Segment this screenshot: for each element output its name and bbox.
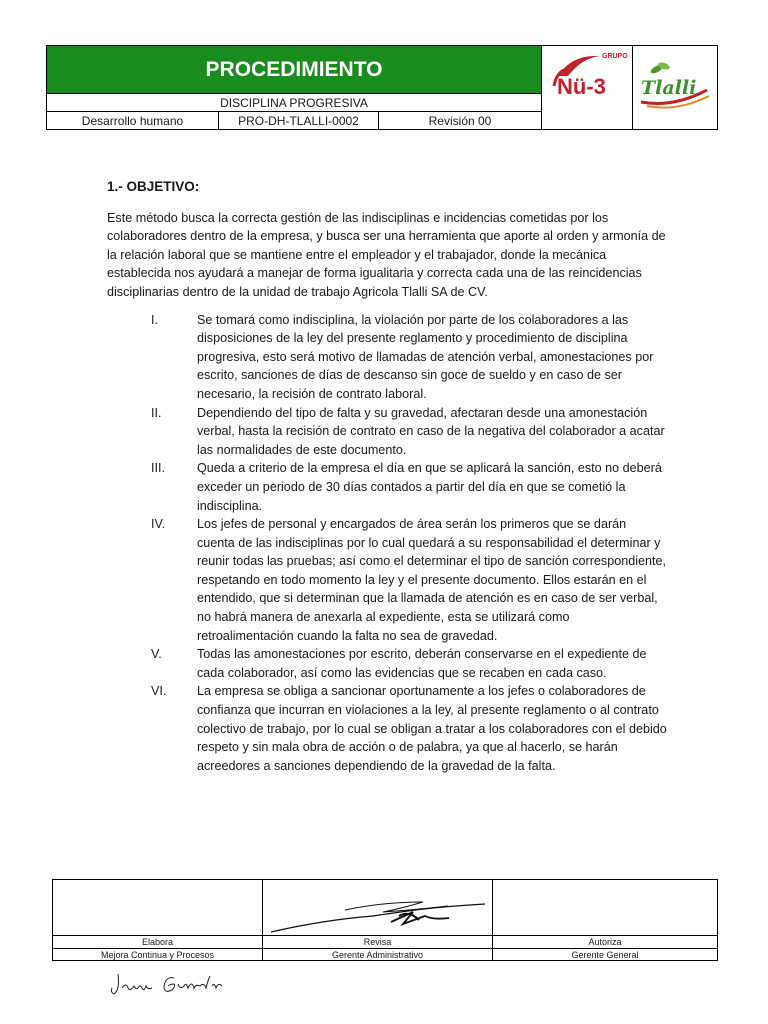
list-item [107,459,667,515]
list-item-text: Todas las amonestaciones por escrito, deberán conservarse en el expediente de cada colaborador, así como las evidencias que se recaben en cada caso. [197,647,647,680]
signature-position: Gerente Administrativo [263,948,492,961]
logo-nu3-text: Nü-3 [557,74,606,99]
document-header [46,45,718,130]
list-item-text: Queda a criterio de la empresa el día en que se aplicará la sanción, esto no deberá exceder un periodo de 30 días contados a partir del día en que se cometió la indisciplina. [197,461,662,513]
list-item [107,645,667,682]
list-item-text: Los jefes de personal y encargados de área serán los primeros que se darán cuenta de las indisciplinas por lo cual quedará a su responsabilidad el determinar y reunir todas las pruebas; así como el determinar el tipo de sanción correspondiente, respetando en todo momento la ley y el presente documento. Ellos estarán en el entendido, que si determinan que la llamada de atención es en caso de ser verbal, no habrá manera de anexarla al expediente, esta se utilizará como retroalimentación cuando la falta no sea de gravedad. [197,517,667,643]
list-item [107,515,667,645]
signature-label: Elabora [53,935,262,949]
list-item [107,682,667,775]
list-item-number: IV. [151,517,166,532]
handwritten-signature [108,968,248,1002]
signature-label: Autoriza [493,935,717,949]
intro-paragraph: Este método busca la correcta gestión de las indisciplinas e incidencias cometidas por los colaboradores dentro de la empresa, y busca ser una herramienta que aporte al orden y armonía de la relación laboral que se mantiene entre el empleador y el trabajador, donde la mecánica establecida nos ayudará a manejar de forma igualitaria y correcta cada una de las reincidencias disciplinarias dentro de la unidad de trabajo Agricola Tlalli SA de CV. [107,210,666,299]
department-cell: Desarrollo humano [47,112,219,130]
signature-position: Mejora Continua y Procesos [53,948,262,961]
list-item-text: La empresa se obliga a sancionar oportunamente a los jefes o colaboradores de confianza que incurran en violaciones a la ley, al presente reglamento o al contrato colectivo de trabajo, por lo cual se obligan a tratar a los colaboradores con el debido respeto y sin mala obra de acción o de palabra, ya que al hacerlo, se harán acreedores a sanciones dependiendo de la gravedad de la falta. [197,684,667,773]
rules-list [107,311,667,776]
revision-cell: Revisión 00 [428,114,492,128]
signature-table [52,879,718,961]
signature-label: Revisa [263,935,492,949]
section-title: 1.- OBJETIVO: [107,179,200,194]
list-item-text: Dependiendo del tipo de falta y su gravedad, afectaran desde una amonestación verbal, hasta la recisión de contrato en caso de la negativa del colaborador a acatar las normalidades de este documento. [197,405,665,457]
document-subtitle: DISCIPLINA PROGRESIVA [47,93,542,111]
signature-column-autoriza [493,880,717,960]
signature-scribble [263,880,493,940]
list-item [107,404,667,460]
list-item-number: I. [151,312,158,327]
document-meta-row [47,111,542,130]
logo-grupo-text: GRUPO [602,53,628,60]
signature-column-revisa [263,880,493,960]
code-cell: PRO-DH-TLALLI-0002 [219,112,379,130]
tlalli-logo [633,46,718,130]
signature-position: Gerente General [493,948,717,961]
document-body [107,178,667,775]
list-item-number: V. [151,647,162,662]
list-item-number: VI. [151,684,167,699]
grupo-nu3-logo [542,46,633,130]
document-title: PROCEDIMIENTO [47,46,542,93]
logo-tlalli-text: Tlalli [641,77,697,99]
list-item-number: III. [151,461,165,476]
list-item [107,311,667,404]
list-item-text: Se tomará como indisciplina, la violación por parte de los colaboradores a las disposiciones de la ley del presente reglamento y procedimiento de disciplina progresiva, esto será motivo de llamadas de atención verbal, amonestaciones por escrito, sanciones de días de descanso sin goce de sueldo y en caso de ser necesario, la recisión de contrato laboral. [197,312,654,401]
list-item-number: II. [151,405,162,420]
signature-column-elabora [53,880,263,960]
